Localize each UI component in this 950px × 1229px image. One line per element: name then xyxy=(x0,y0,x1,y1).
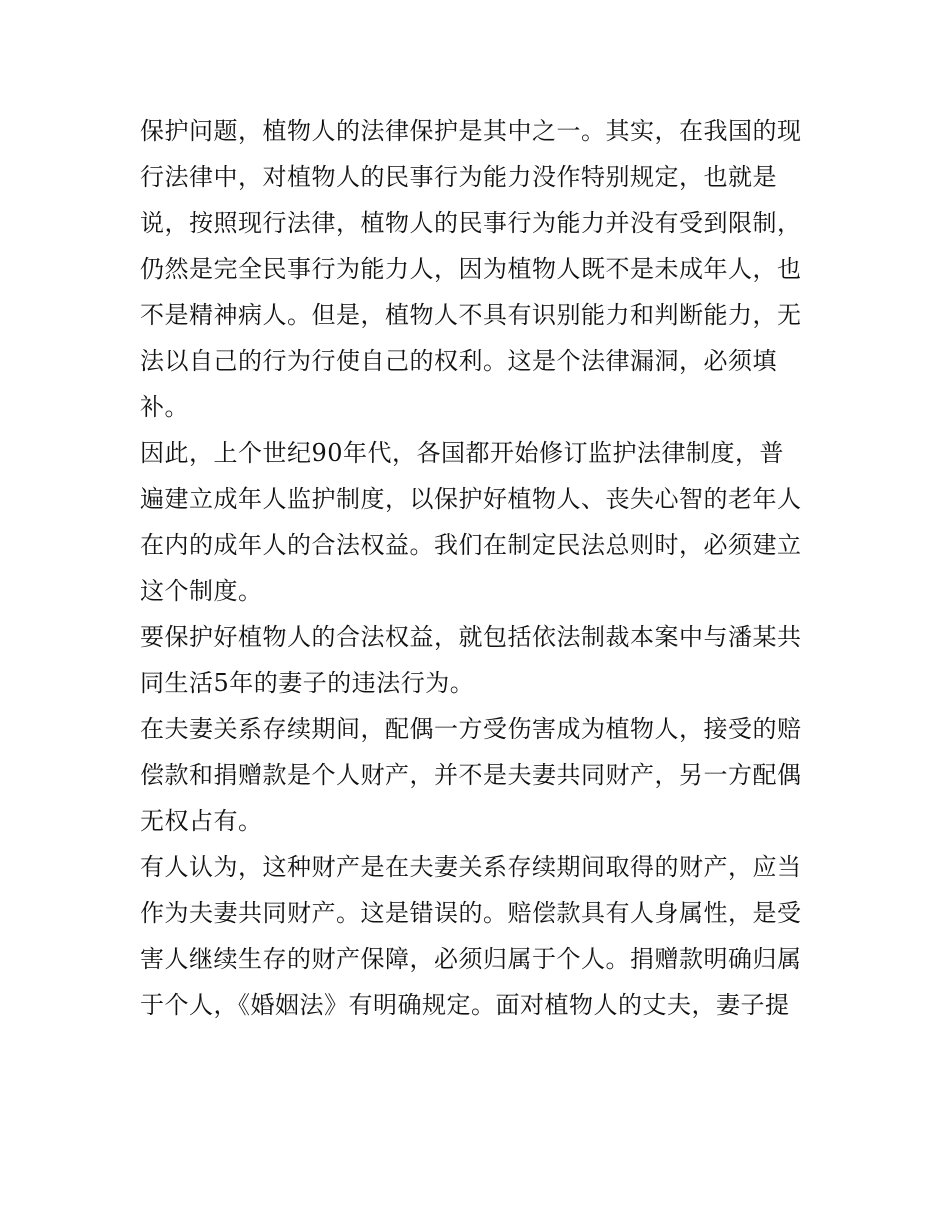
text-line: 不是精神病人。但是，植物人不具有识别能力和判断能力，无 xyxy=(140,301,802,329)
text-line: 行法律中，对植物人的民事行为能力没作特别规定，也就是 xyxy=(140,163,777,191)
text-line: 遍建立成年人监护制度，以保护好植物人、丧失心智的老年人 xyxy=(140,485,802,513)
text-line: 同生活5年的妻子的违法行为。 xyxy=(140,669,475,697)
text-line: 无权占有。 xyxy=(140,807,263,835)
document-body xyxy=(140,108,820,1028)
text-line: 法以自己的行为行使自己的权利。这是个法律漏洞，必须填 xyxy=(140,347,777,375)
text-line: 仍然是完全民事行为能力人，因为植物人既不是未成年人，也 xyxy=(140,255,802,283)
text-line: 说，按照现行法律，植物人的民事行为能力并没有受到限制， xyxy=(140,209,802,237)
text-line: 有人认为，这种财产是在夫妻关系存续期间取得的财产，应当 xyxy=(140,853,802,881)
text-line: 补。 xyxy=(140,393,189,421)
text-line: 要保护好植物人的合法权益，就包括依法制裁本案中与潘某共 xyxy=(140,623,802,651)
text-line: 因此，上个世纪90年代，各国都开始修订监护法律制度，普 xyxy=(140,439,785,467)
text-line: 于个人，《婚姻法》有明确规定。面对植物人的丈夫，妻子提 xyxy=(140,991,790,1019)
text-line: 害人继续生存的财产保障，必须归属于个人。捐赠款明确归属 xyxy=(140,945,802,973)
text-line: 偿款和捐赠款是个人财产，并不是夫妻共同财产，另一方配偶 xyxy=(140,761,802,789)
text-line: 在夫妻关系存续期间，配偶一方受伤害成为植物人，接受的赔 xyxy=(140,715,802,743)
text-line: 在内的成年人的合法权益。我们在制定民法总则时，必须建立 xyxy=(140,531,802,559)
text-line: 保护问题，植物人的法律保护是其中之一。其实，在我国的现 xyxy=(140,117,802,145)
text-line: 这个制度。 xyxy=(140,577,263,605)
text-line: 作为夫妻共同财产。这是错误的。赔偿款具有人身属性，是受 xyxy=(140,899,802,927)
